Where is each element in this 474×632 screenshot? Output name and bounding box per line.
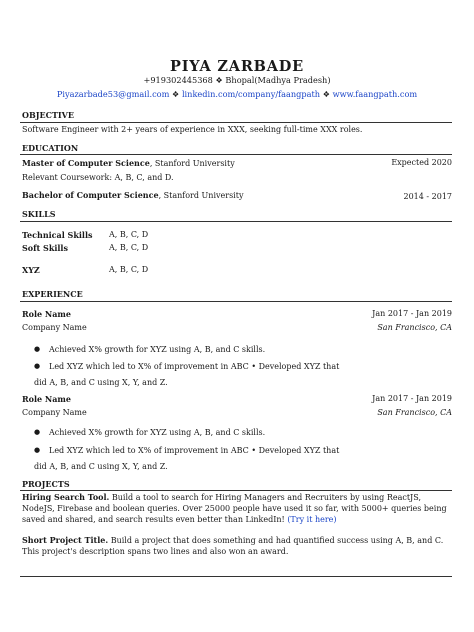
section-divider <box>20 154 452 155</box>
education-date: 2014 - 2017 <box>403 192 452 201</box>
candidate-name: PIYA ZARBADE <box>169 58 305 75</box>
project-item <box>22 492 452 525</box>
contact-line-links <box>0 89 474 99</box>
separator-icon: ❖ <box>215 75 223 85</box>
section-divider <box>20 122 452 123</box>
objective-heading: OBJECTIVE <box>22 110 74 120</box>
project-description: Build a tool to search for Hiring Managers and Recruiters by using ReactJS, NodeJS, Firebase and boolean queries. Over 25000 people have used it so far, with 5000+ queries being saved and shared, and search results even better than LinkedIn! <box>22 493 447 524</box>
section-divider <box>20 301 452 302</box>
degree-title: Bachelor of Computer Science <box>22 190 159 200</box>
company-name: Company Name <box>22 323 87 332</box>
section-divider <box>20 221 452 222</box>
education-date: Expected 2020 <box>391 158 452 167</box>
phone-number: +919302445368 <box>143 75 213 85</box>
job-dates: Jan 2017 - Jan 2019 <box>372 394 452 403</box>
email-link[interactable]: Piyazarbade53@gmail.com <box>56 89 170 99</box>
job-location: San Francisco, CA <box>377 323 452 332</box>
job-bullet-continuation: did A, B, and C using X, Y, and Z. <box>34 378 168 387</box>
job-bullet-continuation: did A, B, and C using X, Y, and Z. <box>34 462 168 471</box>
location: Bhopal(Madhya Pradesh) <box>225 75 331 85</box>
job-bullet: Achieved X% growth for XYZ using A, B, and C skills. <box>49 345 266 354</box>
relevant-coursework: Relevant Coursework: A, B, C, and D. <box>22 173 174 182</box>
skill-label: Soft Skills <box>22 243 68 253</box>
skill-value: A, B, C, D <box>109 265 149 274</box>
job-bullet: Achieved X% growth for XYZ using A, B, and C skills. <box>49 428 266 437</box>
school-name: , Stanford University <box>149 159 235 168</box>
website-link[interactable]: www.faangpath.com <box>332 89 418 99</box>
job-role: Role Name <box>22 394 71 404</box>
job-bullet: Led XYZ which led to X% of improvement in ABC • Developed XYZ that <box>49 446 340 455</box>
job-role: Role Name <box>22 309 71 319</box>
projects-heading: PROJECTS <box>22 479 70 489</box>
objective-text: Software Engineer with 2+ years of experience in XXX, seeking full-time XXX roles. <box>22 125 363 134</box>
education-entry-2 <box>22 190 243 200</box>
skill-value: A, B, C, D <box>109 230 149 239</box>
skill-label: Technical Skills <box>22 230 93 240</box>
bullet-icon: ● <box>34 345 41 353</box>
school-name: , Stanford University <box>158 191 244 200</box>
job-dates: Jan 2017 - Jan 2019 <box>372 309 452 318</box>
separator-icon: ❖ <box>322 89 331 99</box>
bullet-icon: ● <box>34 446 41 454</box>
bullet-icon: ● <box>34 362 41 370</box>
job-bullet: Led XYZ which led to X% of improvement in ABC • Developed XYZ that <box>49 362 340 371</box>
section-divider <box>20 576 452 577</box>
job-location: San Francisco, CA <box>377 408 452 417</box>
skill-value: A, B, C, D <box>109 243 149 252</box>
project-title: Short Project Title. <box>22 535 109 545</box>
company-name: Company Name <box>22 408 87 417</box>
project-description: Build a project that does something and had quantified success using A, B, and C. This project's description spans two lines and also won an award. <box>22 536 444 556</box>
skills-heading: SKILLS <box>22 209 56 219</box>
separator-icon: ❖ <box>171 89 180 99</box>
contact-line-phone-location <box>0 75 474 85</box>
skill-label: XYZ <box>22 265 40 275</box>
bullet-icon: ● <box>34 428 41 436</box>
degree-title: Master of Computer Science <box>22 158 150 168</box>
project-item <box>22 535 452 557</box>
experience-heading: EXPERIENCE <box>22 289 83 299</box>
section-divider <box>20 490 452 491</box>
linkedin-link[interactable]: linkedin.com/company/faangpath <box>181 89 321 99</box>
project-link[interactable]: (Try it here) <box>287 515 337 524</box>
project-title: Hiring Search Tool. <box>22 492 110 502</box>
education-entry-1 <box>22 158 235 168</box>
education-heading: EDUCATION <box>22 143 79 153</box>
